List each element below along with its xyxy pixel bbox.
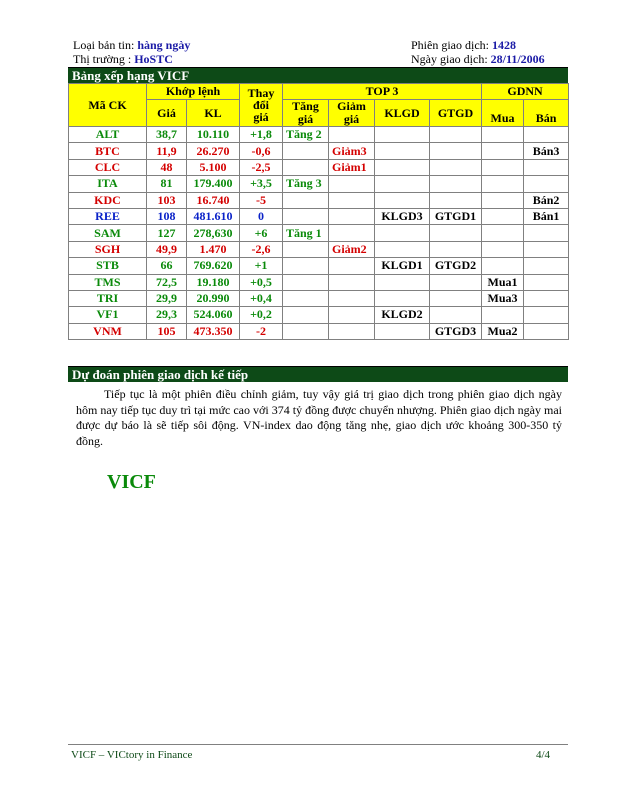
- cell-mua: Mua1: [482, 274, 524, 290]
- cell-klgd: [375, 274, 430, 290]
- cell-thay-doi: +1: [240, 258, 283, 274]
- cell-giam-gia: Giảm1: [329, 159, 375, 175]
- cell-gia: 66: [147, 258, 187, 274]
- cell-gtgd: [430, 143, 482, 159]
- cell-thay-doi: +0,4: [240, 290, 283, 306]
- cell-thay-doi: +0,2: [240, 307, 283, 323]
- cell-gtgd: [430, 176, 482, 192]
- cell-klgd: KLGD1: [375, 258, 430, 274]
- cell-tang-gia: [283, 323, 329, 339]
- cell-tang-gia: Tăng 3: [283, 176, 329, 192]
- cell-klgd: KLGD3: [375, 208, 430, 224]
- cell-mua: Mua2: [482, 323, 524, 339]
- col-gdnn: GDNN: [482, 84, 569, 100]
- cell-gtgd: [430, 159, 482, 175]
- cell-ban: [524, 225, 569, 241]
- cell-gia: 81: [147, 176, 187, 192]
- cell-code: TMS: [69, 274, 147, 290]
- trade-date: Ngày giao dịch: 28/11/2006: [411, 52, 545, 66]
- table-row: [69, 176, 569, 192]
- cell-ban: [524, 274, 569, 290]
- table-row: [69, 323, 569, 339]
- cell-gia: 72,5: [147, 274, 187, 290]
- cell-code: ITA: [69, 176, 147, 192]
- table-row: [69, 192, 569, 208]
- cell-kl: 524.060: [187, 307, 240, 323]
- cell-kl: 769.620: [187, 258, 240, 274]
- cell-klgd: [375, 290, 430, 306]
- cell-ban: Bán3: [524, 143, 569, 159]
- col-top3: TOP 3: [283, 84, 482, 100]
- col-giam-gia: Giảm giá: [329, 100, 375, 127]
- cell-klgd: [375, 159, 430, 175]
- cell-klgd: [375, 143, 430, 159]
- cell-gia: 127: [147, 225, 187, 241]
- cell-thay-doi: +3,5: [240, 176, 283, 192]
- cell-tang-gia: [283, 274, 329, 290]
- ranking-table: [68, 83, 569, 340]
- cell-ban: Bán2: [524, 192, 569, 208]
- cell-giam-gia: [329, 323, 375, 339]
- table-row: [69, 143, 569, 159]
- cell-tang-gia: [283, 208, 329, 224]
- col-kl: KL: [187, 100, 240, 127]
- cell-tang-gia: Tăng 1: [283, 225, 329, 241]
- table-row: [69, 159, 569, 175]
- cell-thay-doi: +1,8: [240, 127, 283, 143]
- cell-thay-doi: -0,6: [240, 143, 283, 159]
- cell-code: BTC: [69, 143, 147, 159]
- col-ban: Bán: [524, 100, 569, 127]
- cell-code: VNM: [69, 323, 147, 339]
- cell-giam-gia: [329, 307, 375, 323]
- cell-kl: 1.470: [187, 241, 240, 257]
- cell-ban: [524, 307, 569, 323]
- section-forecast-title: Dự đoán phiên giao dịch kế tiếp: [68, 366, 568, 382]
- cell-klgd: [375, 127, 430, 143]
- cell-gtgd: [430, 307, 482, 323]
- cell-gia: 29,9: [147, 290, 187, 306]
- cell-tang-gia: [283, 159, 329, 175]
- cell-giam-gia: [329, 258, 375, 274]
- col-klgd: KLGD: [375, 100, 430, 127]
- cell-thay-doi: -2: [240, 323, 283, 339]
- cell-tang-gia: [283, 307, 329, 323]
- cell-thay-doi: +0,5: [240, 274, 283, 290]
- cell-giam-gia: [329, 176, 375, 192]
- cell-kl: 20.990: [187, 290, 240, 306]
- col-thay-doi-gia: Thay đổi giá: [240, 84, 283, 127]
- table-row: [69, 241, 569, 257]
- cell-thay-doi: 0: [240, 208, 283, 224]
- session-number: Phiên giao dịch: 1428: [411, 38, 516, 52]
- cell-mua: [482, 176, 524, 192]
- cell-gia: 29,3: [147, 307, 187, 323]
- brand-logo-text: VICF: [107, 471, 156, 493]
- cell-gia: 105: [147, 323, 187, 339]
- cell-mua: [482, 307, 524, 323]
- cell-tang-gia: [283, 143, 329, 159]
- cell-mua: [482, 143, 524, 159]
- table-row: [69, 127, 569, 143]
- cell-mua: [482, 225, 524, 241]
- table-row: [69, 290, 569, 306]
- cell-gia: 48: [147, 159, 187, 175]
- market: Thị trường : HoSTC: [73, 52, 173, 66]
- cell-ban: [524, 258, 569, 274]
- header-left: [73, 38, 190, 66]
- section-ranking-title: Bảng xếp hạng VICF: [68, 67, 568, 83]
- cell-gia: 103: [147, 192, 187, 208]
- cell-gtgd: [430, 127, 482, 143]
- footer-left: VICF – VICtory in Finance: [71, 749, 193, 761]
- forecast-paragraph: Tiếp tục là một phiên điều chỉnh giảm, tuy vậy giá trị giao dịch trong phiên giao dịch ngày hôm nay tiếp tục duy trì tại mức cao với 374 tỷ đồng được chuyển nhượng. Phiên giao dịch ngày mai được dự báo là sẽ tiếp sôi động. VN-index dao động tăng nhẹ, giao dịch ước khoảng 300-350 tỷ đồng.: [76, 387, 562, 448]
- cell-ban: [524, 176, 569, 192]
- cell-giam-gia: [329, 290, 375, 306]
- cell-code: ALT: [69, 127, 147, 143]
- cell-gtgd: [430, 225, 482, 241]
- cell-ban: [524, 159, 569, 175]
- header-right: [411, 38, 545, 66]
- cell-mua: [482, 258, 524, 274]
- cell-gia: 49,9: [147, 241, 187, 257]
- col-tang-gia: Tăng giá: [283, 100, 329, 127]
- col-gtgd: GTGD: [430, 100, 482, 127]
- cell-kl: 19.180: [187, 274, 240, 290]
- cell-thay-doi: -5: [240, 192, 283, 208]
- cell-tang-gia: [283, 258, 329, 274]
- cell-tang-gia: [283, 241, 329, 257]
- cell-kl: 10.110: [187, 127, 240, 143]
- cell-klgd: [375, 176, 430, 192]
- col-mua: Mua: [482, 100, 524, 127]
- table-row: [69, 225, 569, 241]
- cell-klgd: [375, 192, 430, 208]
- table-row: [69, 208, 569, 224]
- cell-gtgd: [430, 290, 482, 306]
- cell-giam-gia: [329, 274, 375, 290]
- cell-ban: [524, 323, 569, 339]
- cell-mua: Mua3: [482, 290, 524, 306]
- cell-gtgd: GTGD3: [430, 323, 482, 339]
- cell-code: KDC: [69, 192, 147, 208]
- cell-kl: 278,630: [187, 225, 240, 241]
- col-gia: Giá: [147, 100, 187, 127]
- cell-code: REE: [69, 208, 147, 224]
- cell-kl: 16.740: [187, 192, 240, 208]
- cell-giam-gia: [329, 127, 375, 143]
- table-row: [69, 274, 569, 290]
- cell-code: VF1: [69, 307, 147, 323]
- cell-gtgd: [430, 192, 482, 208]
- cell-kl: 481.610: [187, 208, 240, 224]
- table-row: [69, 258, 569, 274]
- cell-gia: 38,7: [147, 127, 187, 143]
- cell-tang-gia: [283, 192, 329, 208]
- cell-klgd: [375, 241, 430, 257]
- cell-ban: [524, 127, 569, 143]
- cell-ban: [524, 241, 569, 257]
- cell-klgd: [375, 323, 430, 339]
- table-row: [69, 307, 569, 323]
- cell-giam-gia: [329, 208, 375, 224]
- cell-code: CLC: [69, 159, 147, 175]
- cell-giam-gia: Giảm3: [329, 143, 375, 159]
- cell-code: SAM: [69, 225, 147, 241]
- cell-code: SGH: [69, 241, 147, 257]
- cell-mua: [482, 241, 524, 257]
- footer-page-number: 4/4: [536, 749, 551, 761]
- cell-kl: 179.400: [187, 176, 240, 192]
- cell-ban: Bán1: [524, 208, 569, 224]
- cell-kl: 5.100: [187, 159, 240, 175]
- cell-thay-doi: -2,6: [240, 241, 283, 257]
- cell-kl: 26.270: [187, 143, 240, 159]
- col-ma-ck: Mã CK: [69, 84, 147, 127]
- cell-ban: [524, 290, 569, 306]
- cell-gtgd: GTGD2: [430, 258, 482, 274]
- bulletin-type: Loại bản tin: hàng ngày: [73, 38, 191, 52]
- cell-thay-doi: -2,5: [240, 159, 283, 175]
- cell-mua: [482, 208, 524, 224]
- footer-divider: [68, 744, 568, 745]
- col-khop-lenh: Khớp lệnh: [147, 84, 240, 100]
- cell-mua: [482, 127, 524, 143]
- cell-tang-gia: [283, 290, 329, 306]
- cell-kl: 473.350: [187, 323, 240, 339]
- cell-gtgd: GTGD1: [430, 208, 482, 224]
- cell-giam-gia: Giảm2: [329, 241, 375, 257]
- cell-klgd: KLGD2: [375, 307, 430, 323]
- cell-mua: [482, 192, 524, 208]
- cell-gia: 108: [147, 208, 187, 224]
- cell-tang-gia: Tăng 2: [283, 127, 329, 143]
- cell-gtgd: [430, 241, 482, 257]
- cell-thay-doi: +6: [240, 225, 283, 241]
- cell-code: STB: [69, 258, 147, 274]
- cell-mua: [482, 159, 524, 175]
- cell-gia: 11,9: [147, 143, 187, 159]
- cell-code: TRI: [69, 290, 147, 306]
- cell-giam-gia: [329, 225, 375, 241]
- cell-giam-gia: [329, 192, 375, 208]
- cell-klgd: [375, 225, 430, 241]
- cell-gtgd: [430, 274, 482, 290]
